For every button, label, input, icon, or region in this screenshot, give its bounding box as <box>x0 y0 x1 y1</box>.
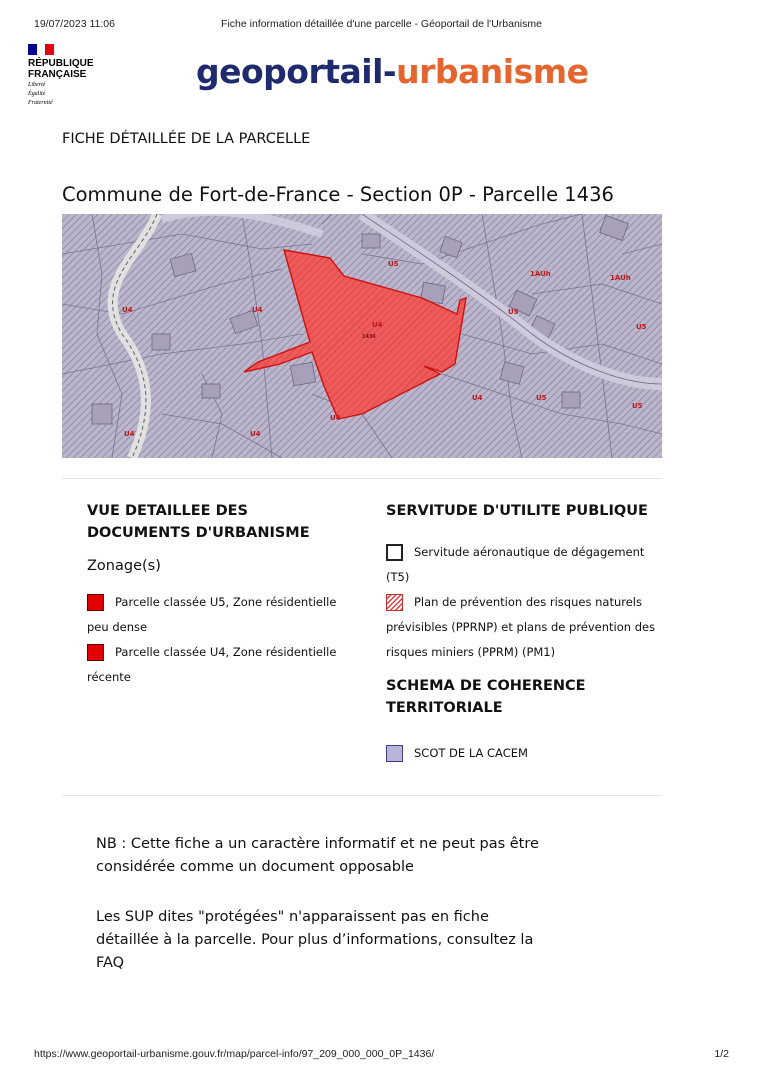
sup-note: Les SUP dites "protégées" n'apparaissent pas en fiche détaillée à la parcelle. Pour plus d’informations, consultez la FAQ <box>96 909 534 971</box>
zonage-label: Parcelle classée U4, Zone résidentielle récente <box>87 645 337 684</box>
map-label: U5 <box>508 308 519 316</box>
zonage-item <box>87 590 347 640</box>
map-label: U4 <box>372 321 383 329</box>
map-label: 1436 <box>362 334 376 340</box>
zonage-item <box>87 640 347 690</box>
scot-title: SCHEMA DE COHERENCE TERRITORIALE <box>386 678 586 716</box>
rf-name-line1: RÉPUBLIQUE <box>28 58 94 69</box>
map-label: U4 <box>122 306 133 314</box>
brand-part1: geoportail- <box>196 52 397 91</box>
zone-swatch <box>87 594 104 611</box>
republique-francaise-logo <box>28 44 108 107</box>
scot-swatch <box>386 745 403 762</box>
map-label: U4 <box>124 430 135 438</box>
section-title: FICHE DÉTAILLÉE DE LA PARCELLE <box>62 131 311 147</box>
urbanisme-title: VUE DETAILLEE DES DOCUMENTS D'URBANISME <box>87 503 310 541</box>
map-label: U5 <box>536 394 547 402</box>
scot-label: SCOT DE LA CACEM <box>414 746 528 760</box>
parcel-title: Commune de Fort-de-France - Section 0P - Parcelle 1436 <box>62 183 614 206</box>
print-url: https://www.geoportail-urbanisme.gouv.fr/map/parcel-info/97_209_000_000_0P_1436/ <box>34 1048 435 1060</box>
map-label: 1AUh <box>610 274 631 282</box>
map-label: U5 <box>632 402 643 410</box>
sup-label: Servitude aéronautique de dégagement (T5) <box>386 545 645 584</box>
print-title: Fiche information détaillée d'une parcelle - Géoportail de l'Urbanisme <box>221 18 542 30</box>
sup-swatch <box>386 594 403 611</box>
sup-title: SERVITUDE D'UTILITE PUBLIQUE <box>386 503 648 519</box>
map-label: U5 <box>388 260 399 268</box>
french-flag-icon <box>28 44 54 55</box>
zonage-title: Zonage(s) <box>87 558 161 574</box>
sup-label: Plan de prévention des risques naturels prévisibles (PPRNP) et plans de prévention des risques miniers (PPRM) (PM1) <box>386 595 656 659</box>
map-label: U4 <box>250 430 261 438</box>
zone-swatch <box>87 644 104 661</box>
rf-name-line2: FRANÇAISE <box>28 69 87 80</box>
sup-swatch <box>386 544 403 561</box>
divider-bottom <box>62 795 662 796</box>
rf-motto-3: Fraternité <box>28 100 53 106</box>
map-label: U5 <box>636 323 647 331</box>
scot-item <box>386 741 656 766</box>
sup-item <box>386 540 656 590</box>
brand-part2: urbanisme <box>396 52 589 91</box>
parcel-map[interactable] <box>62 214 662 458</box>
divider-top <box>62 478 662 479</box>
print-date: 19/07/2023 11:06 <box>34 18 115 30</box>
map-label: U4 <box>252 306 263 314</box>
nb-note: NB : Cette fiche a un caractère informatif et ne peut pas être considérée comme un document opposable <box>96 836 539 875</box>
urbanisme-panel <box>87 500 347 690</box>
sup-item <box>386 590 656 665</box>
map-label: U4 <box>472 394 483 402</box>
rf-motto-2: Égalité <box>28 91 46 97</box>
rf-motto-1: Liberté <box>28 82 46 88</box>
zonage-label: Parcelle classée U5, Zone résidentielle peu dense <box>87 595 337 634</box>
map-label: 1AUh <box>530 270 551 278</box>
map-label: U4 <box>330 414 341 422</box>
sup-panel <box>386 500 656 766</box>
geoportail-urbanisme-logo[interactable] <box>196 52 588 91</box>
map-canvas <box>62 214 662 458</box>
print-page-number: 1/2 <box>714 1048 729 1060</box>
